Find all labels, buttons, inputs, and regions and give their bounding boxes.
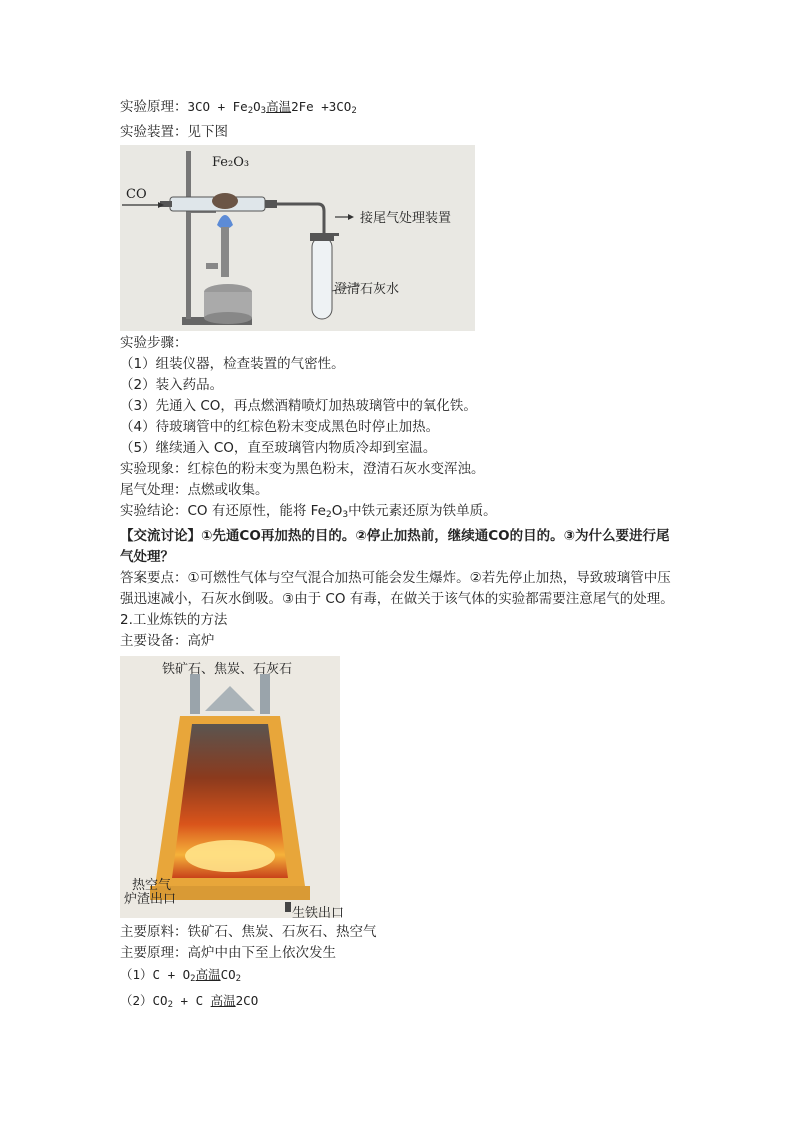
raw-materials-label: 铁矿石、焦炭、石灰石 bbox=[162, 662, 293, 677]
stand-rod bbox=[186, 151, 191, 319]
step-3: （3）先通入 CO，再点燃酒精喷灯加热玻璃管中的氧化铁。 bbox=[120, 398, 477, 414]
materials: 主要原料：铁矿石、焦炭、石灰石、热空气 bbox=[120, 924, 377, 940]
step-5: （5）继续通入 CO，直至玻璃管内物质冷却到室温。 bbox=[120, 440, 437, 456]
section2-title: 2.工业炼铁的方法 bbox=[120, 612, 228, 628]
principle-line: 实验原理：$3CO + Fe_2O_3$高温$2Fe +3CO_2$ bbox=[120, 99, 357, 116]
apparatus-label: 实验装置：见下图 bbox=[120, 124, 228, 140]
limewater-label: 澄清石灰水 bbox=[334, 282, 400, 297]
steps-heading: 实验步骤： bbox=[120, 335, 188, 351]
tail-gas-label: 接尾气处理装置 bbox=[360, 211, 452, 226]
tail-gas-treatment: 尾气处理：点燃或收集。 bbox=[120, 482, 269, 498]
fe2o3-powder bbox=[212, 193, 238, 209]
test-tube bbox=[312, 237, 332, 319]
flame bbox=[217, 215, 233, 229]
document-page bbox=[120, 96, 680, 1016]
blast-furnace-figure bbox=[120, 656, 345, 921]
step-1: （1）组装仪器，检查装置的气密性。 bbox=[120, 356, 345, 372]
hot-zone bbox=[185, 840, 275, 872]
hot-air-label: 热空气 bbox=[132, 878, 172, 893]
co-label: CO bbox=[126, 187, 147, 202]
apparatus-figure bbox=[120, 145, 475, 331]
reaction-1: $(1)C + O_2$高温$CO_2$ bbox=[120, 967, 242, 984]
answer: 答案要点：①可燃性气体与空气混合加热可能会发生爆炸。②若先停止加热，导致玻璃管中压强迅速减小，石灰水倒吸。③由于 CO 有毒，在做关于该气体的实验都需要注意尾气的处理。 bbox=[120, 570, 674, 607]
slag-outlet-label: 炉渣出口 bbox=[124, 892, 177, 907]
discussion: 【交流讨论】①先通CO再加热的目的。②停止加热前，继续通CO的目的。③为什么要进行尾气处理？ bbox=[120, 528, 670, 565]
phenomenon: 实验现象：红棕色的粉末变为黑色粉末，澄清石灰水变浑浊。 bbox=[120, 461, 485, 477]
step-2: （2）装入药品。 bbox=[120, 377, 224, 393]
furnace-top bbox=[205, 686, 255, 711]
step-4: （4）待玻璃管中的红棕色粉末变成黑色时停止加热。 bbox=[120, 419, 440, 435]
equipment: 主要设备：高炉 bbox=[120, 633, 215, 649]
apparatus-drawing bbox=[120, 145, 475, 331]
conclusion: 实验结论：CO 有还原性，能将 $Fe_2O_3$中铁元素还原为铁单质。 bbox=[120, 503, 497, 520]
reaction-2: $(2)CO_2 + C$ 高温2CO bbox=[120, 993, 259, 1010]
iron-outlet-label: 生铁出口 bbox=[292, 906, 345, 921]
fe2o3-label: Fe₂O₃ bbox=[212, 155, 250, 170]
principle2: 主要原理：高炉中由下至上依次发生 bbox=[120, 945, 336, 961]
condition-high-temp: 高温 bbox=[266, 99, 292, 114]
